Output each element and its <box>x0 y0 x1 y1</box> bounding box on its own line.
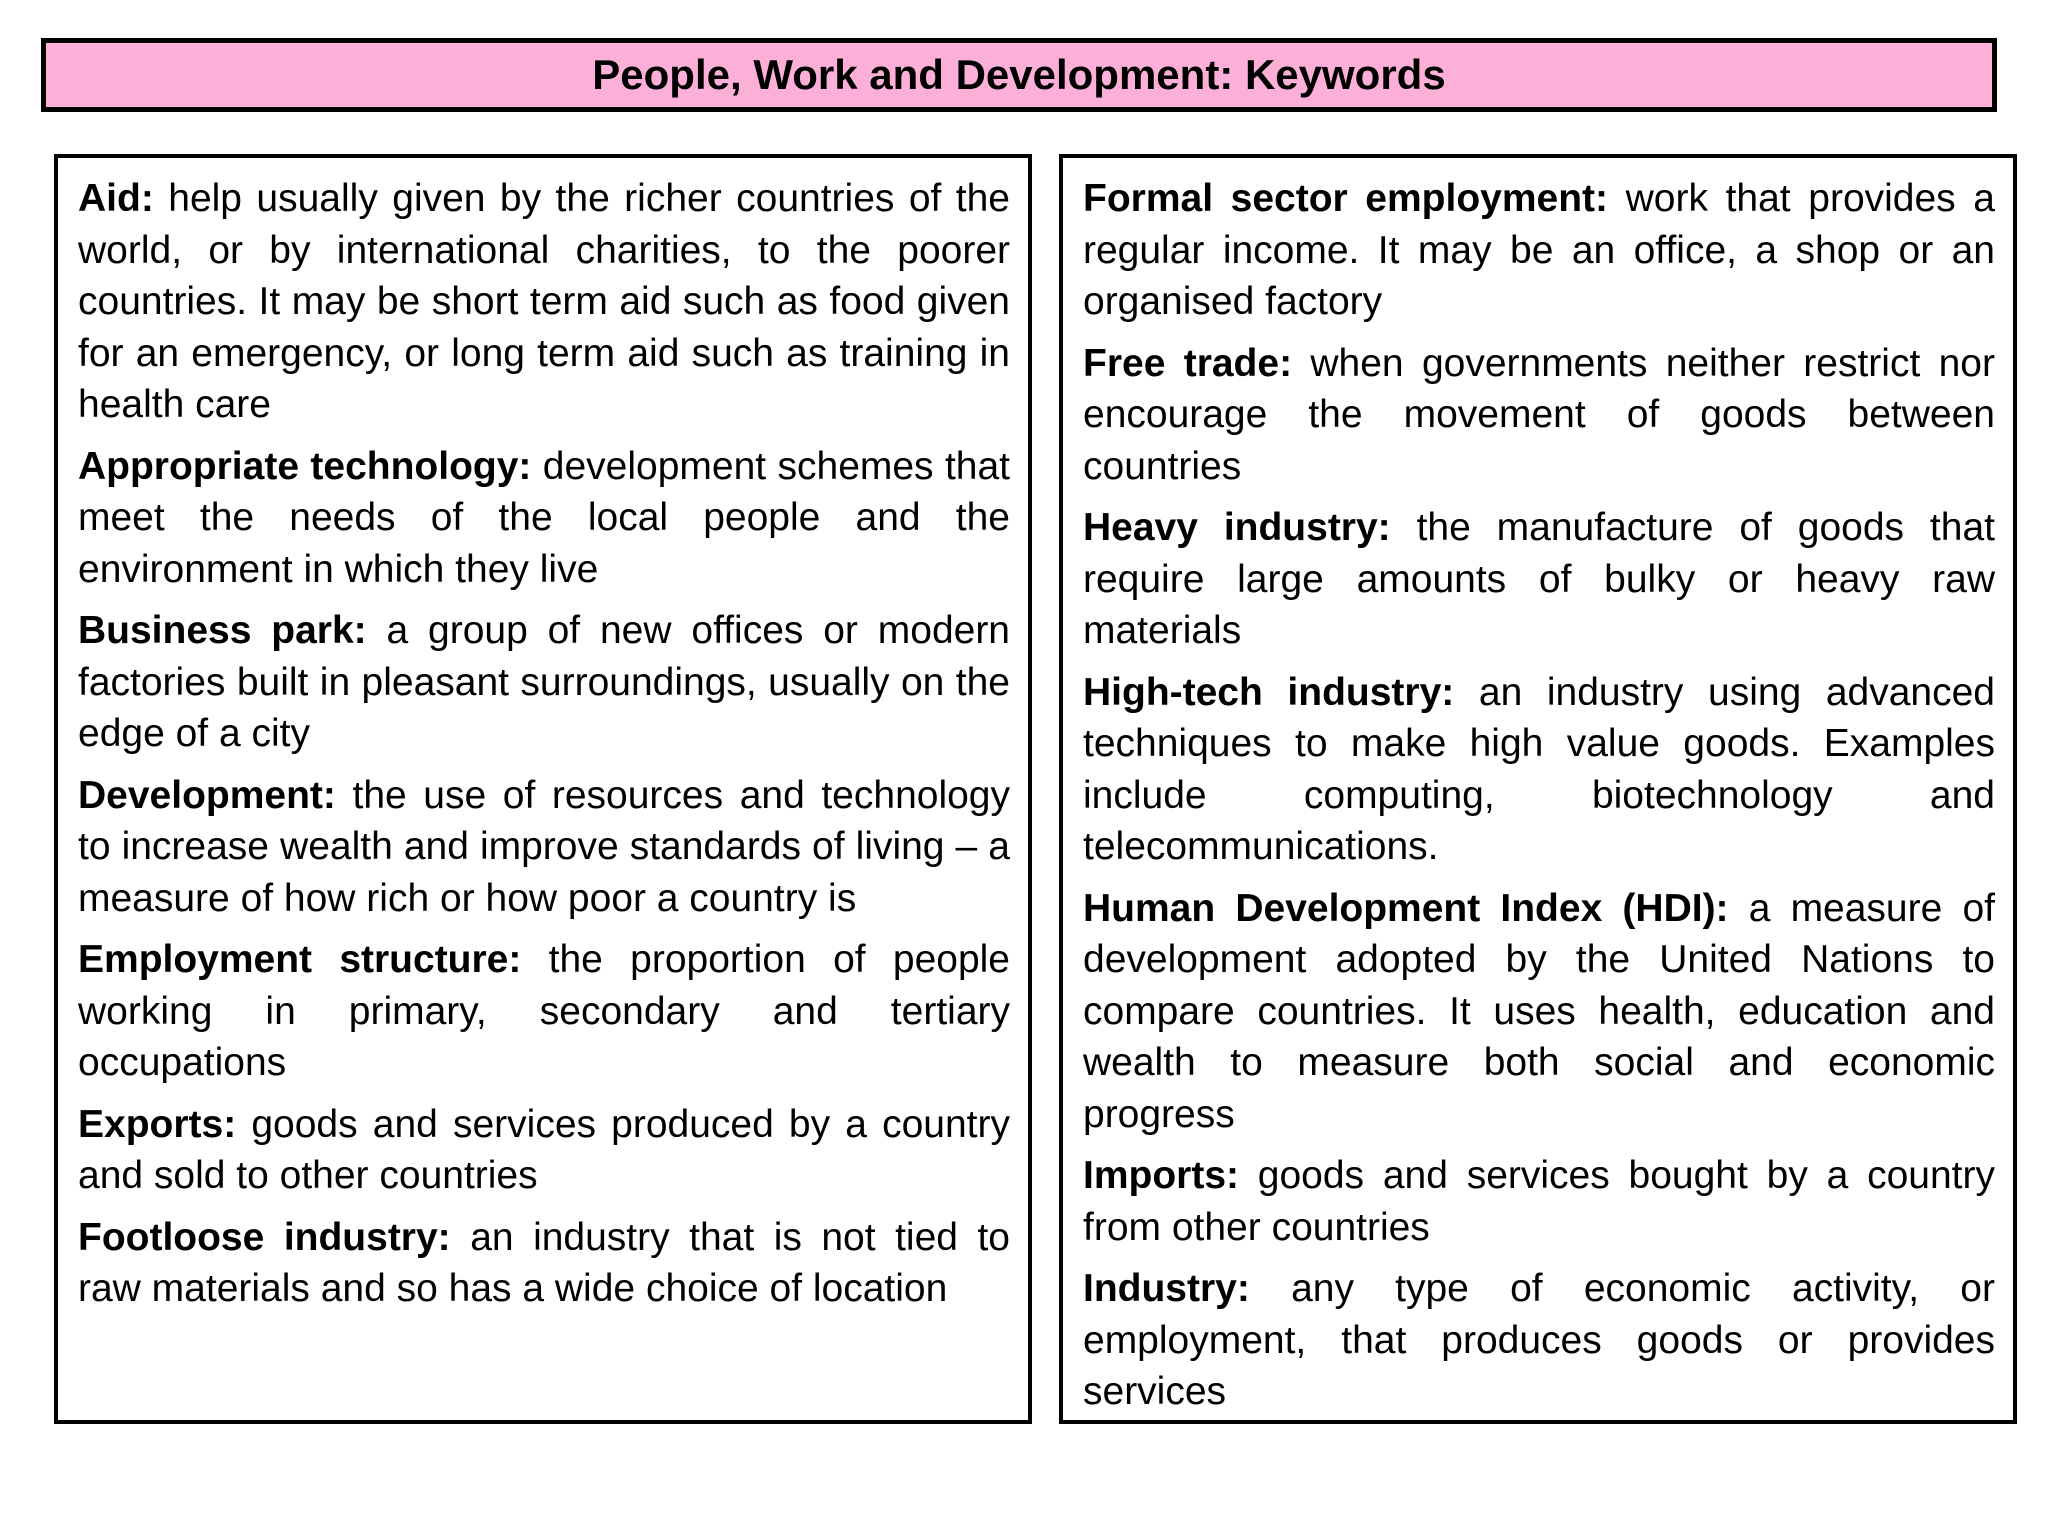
keyword-term: Heavy industry: <box>1083 506 1391 549</box>
keyword-definition: any type of economic activity, or employment, that produces goods or provides services <box>1083 1267 1995 1413</box>
page-title: People, Work and Development: Keywords <box>592 51 1446 98</box>
keyword-term: Employment structure: <box>78 938 522 981</box>
keyword-entry-free-trade <box>1083 338 1995 493</box>
left-keyword-column <box>54 154 1032 1424</box>
keyword-definition: goods and services produced by a country and sold to other countries <box>78 1102 1010 1197</box>
keyword-definition: an industry that is not tied to raw materials and so has a wide choice of location <box>78 1215 1010 1310</box>
keyword-term: Aid: <box>78 177 154 220</box>
keyword-entry-exports <box>78 1099 1010 1202</box>
keyword-term: Imports: <box>1083 1154 1239 1197</box>
keyword-entry-appropriate-technology <box>78 441 1010 596</box>
keyword-definition: work that provides a regular income. It may be an office, a shop or an organised factory <box>1083 177 1995 323</box>
keyword-entry-high-tech-industry <box>1083 667 1995 873</box>
keyword-definition: an industry using advanced techniques to make high value goods. Examples include computing, biotechnology and telecommunications. <box>1083 670 1995 868</box>
keyword-entry-imports <box>1083 1150 1995 1253</box>
keyword-entry-development <box>78 770 1010 925</box>
keyword-term: Appropriate technology: <box>78 444 532 488</box>
keyword-term: Exports: <box>78 1102 237 1146</box>
keyword-definition: the proportion of people working in primary, secondary and tertiary occupations <box>78 938 1010 1084</box>
keyword-entry-industry <box>1083 1263 1995 1418</box>
title-banner <box>41 38 1997 112</box>
keyword-entry-footloose-industry <box>78 1212 1010 1315</box>
right-keyword-column <box>1059 154 2017 1424</box>
keyword-definition: development schemes that meet the needs of the local people and the environment in which they live <box>78 444 1010 591</box>
keyword-entry-formal-sector-employment <box>1083 173 1995 328</box>
keyword-term: Free trade: <box>1083 341 1293 385</box>
keyword-entry-hdi <box>1083 883 1995 1141</box>
keyword-term: Human Development Index (HDI): <box>1083 886 1729 930</box>
keyword-term: Development: <box>78 773 336 817</box>
keyword-entry-employment-structure <box>78 934 1010 1089</box>
keyword-definition: help usually given by the richer countries of the world, or by international charities, to the poorer countries. It may be short term aid such as food given for an emergency, or long term aid such as training in health care <box>78 177 1010 426</box>
keyword-entry-heavy-industry <box>1083 502 1995 657</box>
keyword-entry-business-park <box>78 605 1010 760</box>
keyword-definition: a group of new offices or modern factories built in pleasant surroundings, usually on the edge of a city <box>78 609 1010 755</box>
keyword-term: High-tech industry: <box>1083 670 1455 714</box>
keyword-definition: a measure of development adopted by the United Nations to compare countries. It uses health, education and wealth to measure both social and economic progress <box>1083 886 1995 1136</box>
keyword-definition: the use of resources and technology to increase wealth and improve standards of living – a measure of how rich or how poor a country is <box>78 773 1010 920</box>
keyword-term: Industry: <box>1083 1267 1250 1310</box>
keyword-definition: goods and services bought by a country from other countries <box>1083 1154 1995 1249</box>
keyword-term: Formal sector employment: <box>1083 177 1609 220</box>
keyword-term: Footloose industry: <box>78 1215 451 1259</box>
keyword-entry-aid <box>78 173 1010 431</box>
keyword-term: Business park: <box>78 609 367 652</box>
keyword-definition: the manufacture of goods that require large amounts of bulky or heavy raw materials <box>1083 506 1995 652</box>
keyword-definition: when governments neither restrict nor encourage the movement of goods between countries <box>1083 341 1995 488</box>
